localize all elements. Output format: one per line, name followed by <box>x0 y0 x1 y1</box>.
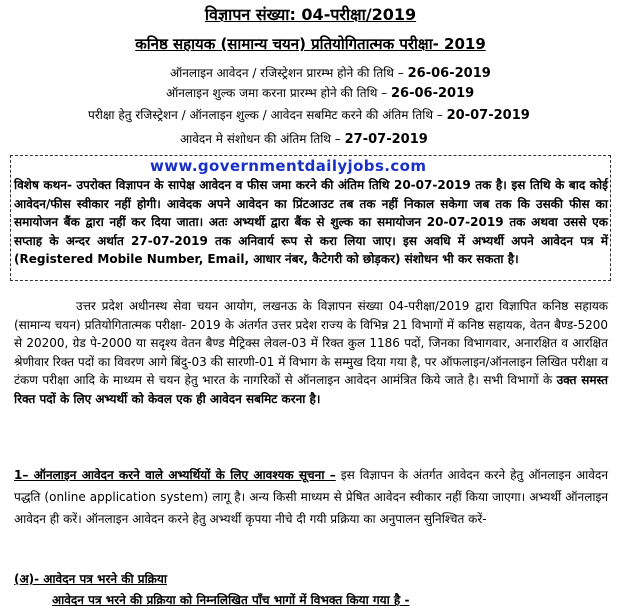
advert-number: विज्ञापन संख्या: 04-परीक्षा/2019 <box>204 5 417 24</box>
exam-title: कनिष्ठ सहायक (सामान्य चयन) प्रतियोगितात्मक परीक्षा- 2019 <box>135 35 486 53</box>
section-1-paragraph: 1– ऑनलाइन आवेदन करने वाले अभ्यर्थियों के लिए आवश्यक सूचना – इस विज्ञापन के अंतर्गत आवेदन करने हेतु ऑनलाइन आवेदन पद्धति (online application system) लागू है। अन्य किसी माध्यम से प्रेषित आवेदन स्वीकार नहीं किया जाएगा। अभ्यर्थी ऑनलाइन आवेदन ही करें। ऑनलाइन आवेदन करने हेतु अभ्यर्थी कृपया नीचे दी गयी प्रक्रिया का अनुपालन सुनिश्चित करें- <box>14 468 608 526</box>
special-notice-text: विशेष कथन- उपरोक्त विज्ञापन के सापेक्ष आवेदन व फीस जमा करने की अंतिम तिथि 20-07-2019 तक है। इस तिथि के बाद कोई आवेदन/फीस स्वीकार नहीं होगी। आवेदक अपने आवेदन का प्रिंटआउट तब तक नहीं निकाल सकेगा जब तक कि उसकी फीस का समायोजन बैंक द्वारा नहीं कर दिया जाता। अतः अभ्यर्थी द्वारा बैंक से शुल्क का समायोजन 20-07-2019 तक अथवा उससे एक सप्ताह के अन्दर अर्थात 27-07-2019 तक अनिवार्य रूप से करा लिया जाए। इस अवधि में अभ्यर्थी अपने आवेदन पत्र में (Registered Mobile Number, Email, आधार नंबर, कैटेगरी को छोड़कर) संशोधन भी कर सकता है। <box>14 178 608 266</box>
section-1-heading: 1– ऑनलाइन आवेदन करने वाले अभ्यर्थियों के लिए आवश्यक सूचना – <box>14 468 336 482</box>
date-line-registration-start: ऑनलाइन आवेदन / रजिस्ट्रेशन प्रारम्भ होने की तिथि – 26-06-2019 <box>170 66 491 81</box>
date-line-last-correction: आवेदन मे संशोधन की अंतिम तिथि – 27-07-2019 <box>180 132 428 147</box>
date-line-last-submit: परीक्षा हेतु रजिस्ट्रेशन / ऑनलाइन शुल्क / आवेदन सबमिट करने की अंतिम तिथि – 20-07-2019 <box>88 108 530 123</box>
subsection-line: आवेदन पत्र भरने की प्रक्रिया को निम्नलिखित पाँच भागों में विभक्त किया गया है - <box>52 593 410 607</box>
date-line-fee-start: ऑनलाइन शुल्क जमा करना प्रारम्भ होने की तिथि – 26-06-2019 <box>166 86 475 101</box>
intro-paragraph: उत्तर प्रदेश अधीनस्थ सेवा चयन आयोग, लखनऊ के विज्ञापन संख्या 04-परीक्षा/2019 द्वारा विज्ञापित कनिष्ठ सहायक (सामान्य चयन) प्रतियोगितात्मक परीक्षा- 2019 के अंतर्गत उत्तर प्रदेश राज्य के विभिन्न 21 विभागों में कनिष्ठ सहायक, वेतन बैण्ड-5200 से 20200, ग्रेड पे-2000 या सदृश्य वेतन बैण्ड मैट्रिक्स लेवल-03 में रिक्त कुल 1186 पदों, जिनका विभागवार, अनारक्षित व आरक्षित श्रेणीवार रिक्त पदों का विवरण आगे बिंदु-03 की सारणी-01 में विभाग के सम्मुख दिया गया है, पर ऑफलाइन/ऑनलाइन लिखित परीक्षा व टंकण परीक्षा आदि के माध्यम से चयन हेतु भारत के नागरिकों से ऑनलाइन आवेदन आमंत्रित किये जाते है। सभी विभागों के उक्त समस्त रिक्त पदों के लिए अभ्यर्थी को केवल एक ही आवेदन सबमिट करना है। <box>14 299 608 406</box>
subsection-heading: (अ)- आवेदन पत्र भरने की प्रक्रिया <box>14 572 167 586</box>
website-watermark: www.governmentdailyjobs.com <box>150 157 427 175</box>
